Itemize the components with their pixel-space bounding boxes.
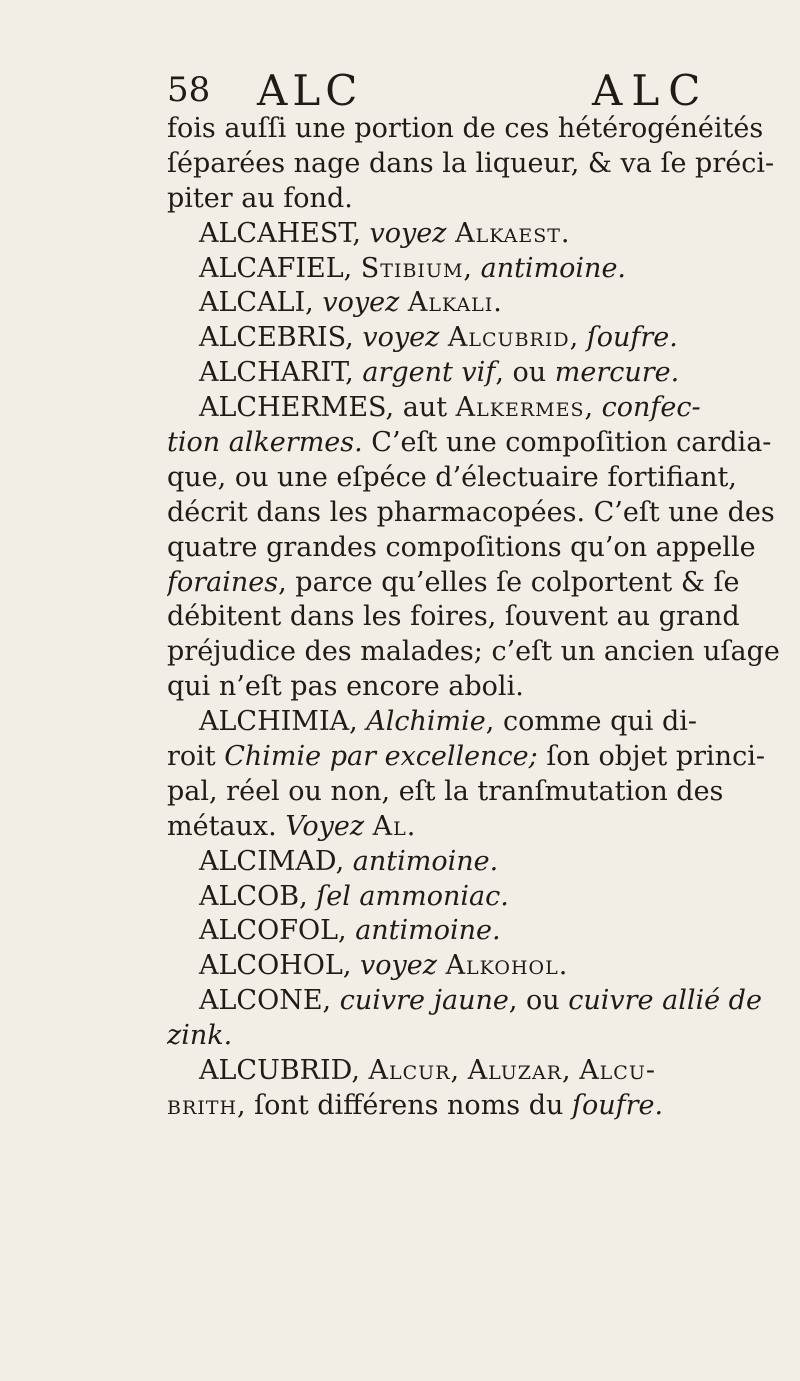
italic-span: antimoine. [480,252,627,284]
text-span: ALCOB, [199,880,317,912]
text-line [167,600,787,635]
text-span: ALCOFOL, [199,915,356,947]
text-span: ALCUBRID, [199,1055,369,1087]
italic-span: Voyez [285,810,365,842]
text-span: , ſont différens noms du [237,1089,572,1121]
small-caps-span: Alcur [368,1055,451,1087]
text-line [167,252,787,287]
text-span [437,950,446,981]
running-head-right: ALC [592,66,710,115]
italic-span: antimoine. [355,915,501,947]
text-span: ſon objet princi- [537,741,765,773]
text-span: ALCIMAD, [199,845,353,877]
small-caps-span: Alkermes [455,392,585,424]
small-caps-span: Alkaest. [455,217,571,249]
text-line [167,845,787,880]
italic-span: antimoine. [352,845,499,877]
text-line [167,112,787,147]
text-span: , [450,1055,468,1087]
text-span [439,322,448,353]
text-span: roit [167,741,225,773]
text-span: ALCAFIEL, [199,252,361,284]
text-span: ALCAHEST, [199,217,370,249]
small-caps-span: Aluzar [467,1055,563,1087]
italic-span: voyez [362,322,440,354]
text-span: ALCEBRIS, [199,322,363,354]
italic-span: foraines [167,566,279,598]
text-span: ALCONE, [199,985,340,1017]
small-caps-span: Alcu- [579,1055,656,1087]
running-head-left: ALC [257,66,363,115]
text-line [167,356,787,391]
italic-span: voyez [360,950,437,982]
italic-span: Chimie par excellence; [224,741,538,773]
page-number: 58 [167,70,211,110]
small-caps-span: brith [167,1089,238,1121]
italic-span: ſoufre. [571,1089,664,1121]
text-span [447,218,456,249]
text-span: quatre grandes compoſitions qu’on appelle [167,531,756,563]
text-span: métaux. [167,810,286,842]
text-span: ſéparées nage dans la liqueur, & va ſe préci- [167,147,775,179]
text-span: décrit dans les pharmacopées. C’eſt une des [167,496,775,528]
text-span: ALCOHOL, [199,950,360,982]
italic-span: mercure. [554,357,680,389]
text-span: piter au fond. [167,182,353,214]
text-span: , parce qu’elles ſe colportent & ſe [278,566,740,598]
text-span: qui n’eſt pas encore aboli. [167,671,524,703]
text-line [167,496,787,531]
italic-span: voyez [322,287,400,319]
text-span: , [569,322,587,354]
text-line [167,810,787,845]
text-span: ALCALI, [199,287,323,319]
text-span: ALCHERMES, aut [199,392,456,424]
text-span: pal, réel ou non, eſt la tranſmutation des [167,775,724,807]
italic-span: ſel ammoniac. [316,880,509,912]
text-line [167,286,787,321]
italic-span: argent vif [362,357,496,389]
italic-span: confec- [601,392,701,424]
text-span: préjudice des malades; c’eſt un ancien uſage [167,636,780,668]
text-span: , [463,252,481,284]
text-line [167,914,787,949]
text-span: ALCHIMIA, [199,706,367,738]
text-line [167,1089,787,1124]
text-line [167,775,787,810]
small-caps-span: Stibium [360,252,464,284]
text-span [399,287,408,318]
text-line [167,182,787,217]
italic-span: ſoufre. [586,322,678,354]
text-line [167,147,787,182]
text-span: C’eſt une compoſition cardia- [362,427,772,459]
italic-span: cuivre jaune [339,985,509,1017]
running-header [167,66,727,116]
italic-span: Alchimie [366,706,486,738]
italic-span: cuivre allié de [568,985,762,1017]
text-line [167,531,787,566]
text-span: , [562,1055,580,1087]
small-caps-span: Alkohol. [445,950,569,982]
dictionary-text [167,112,787,1124]
text-line [167,426,787,461]
text-line [167,880,787,915]
text-line [167,321,787,356]
text-line [167,217,787,252]
small-caps-span: Alcubrid [447,322,570,354]
text-line [167,740,787,775]
text-span: , comme qui di- [485,706,698,738]
italic-span: voyez [369,217,447,249]
text-span: débitent dans les foires, ſouvent au grand [167,601,740,633]
text-span: que, ou une eſpéce d’électuaire fortifiant, [167,461,737,493]
text-line [167,949,787,984]
small-caps-span: Alkali. [407,287,503,319]
text-line [167,635,787,670]
text-line [167,461,787,496]
text-line [167,984,787,1019]
text-line [167,670,787,705]
text-span: ALCHARIT, [199,357,363,389]
text-span: , ou [495,357,555,389]
text-span: , [584,392,602,424]
text-line [167,1019,787,1054]
text-line [167,705,787,740]
text-span: fois auſſi une portion de ces hétérogénéités [167,113,764,144]
text-span [364,811,373,842]
small-caps-span: Al. [372,810,417,842]
text-line [167,391,787,426]
text-line [167,566,787,601]
text-line [167,1054,787,1089]
italic-span: zink. [167,1020,233,1052]
text-span: , ou [508,985,569,1017]
italic-span: tion alkermes. [167,427,363,459]
